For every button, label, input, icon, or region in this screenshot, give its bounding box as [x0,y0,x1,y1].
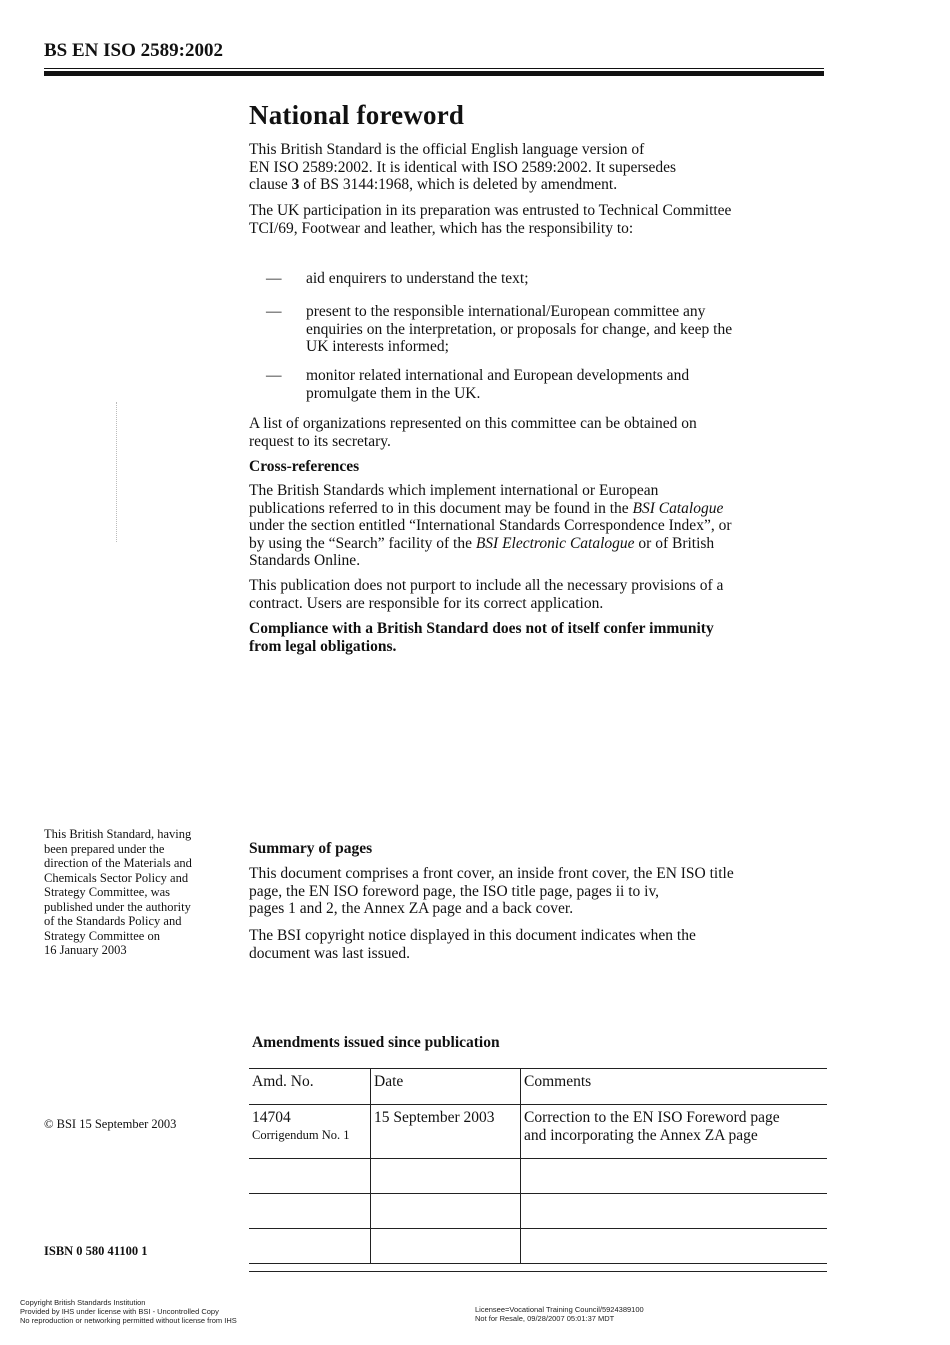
participation-paragraph: The UK participation in its preparation was entrusted to Technical Committee TCI/69, Footwear and leather, which has the responsibility to: [249,202,732,237]
copyright-date: © BSI 15 September 2003 [44,1117,177,1131]
cross-references-heading: Cross-references [249,458,360,475]
column-header: Comments [521,1069,828,1105]
list-item: — present to the responsible international/European committee any enquiries on the interpretation, or proposals for change, and keep the UK interests informed; [266,303,733,355]
summary-paragraph: This document comprises a front cover, an inside front cover, the EN ISO title page, the EN ISO foreword page, the ISO title page, pages ii to iv, pages 1 and 2, the Annex ZA page and a back cover. [249,865,734,917]
table-header-row [249,1069,827,1105]
footer-license-left: Copyright British Standards Institution Provided by IHS under license with BSI - Uncontrolled Copy No reproduction or networking permitted without license from IHS [20,1298,237,1325]
isbn: ISBN 0 580 41100 1 [44,1244,148,1258]
table-row [249,1194,827,1229]
dash-bullet: — [266,303,282,320]
bottom-rule [249,1271,827,1272]
amendments-table [249,1068,827,1264]
dash-bullet: — [266,367,282,384]
compliance-statement: Compliance with a British Standard does not of itself confer immunity from legal obligations. [249,620,714,655]
amd-no-cell: 14704 Corrigendum No. 1 [249,1105,371,1159]
provisions-paragraph: This publication does not purport to include all the necessary provisions of a contract. Users are responsible for its correct application. [249,577,724,612]
document-id: BS EN ISO 2589:2002 [44,40,223,61]
summary-heading: Summary of pages [249,840,373,857]
cross-references-paragraph: The British Standards which implement international or European publications referred to in this document may be found in the BSI Catalogue under the section entitled “International Standards Correspondence Index”, or by using the “Search” facility of the BSI Electronic Catalogue or of British Standards Online. [249,482,732,569]
comments-cell: Correction to the EN ISO Foreword page and incorporating the Annex ZA page [521,1105,828,1159]
table-row [249,1105,827,1159]
list-item: — aid enquirers to understand the text; [266,270,529,287]
dash-bullet: — [266,270,282,287]
column-header: Amd. No. [249,1069,371,1105]
header-rule-thick [44,71,824,76]
publication-note: This British Standard, having been prepared under the direction of the Materials and Chemicals Sector Policy and Strategy Committee, was published under the authority of the Standards Policy and Strategy Committee on 16 January 2003 [44,827,192,957]
intro-paragraph: This British Standard is the official English language version of EN ISO 2589:2002. It is identical with ISO 2589:2002. It supersedes clause 3 of BS 3144:1968, which is deleted by amendment. [249,141,677,193]
table-row [249,1159,827,1194]
page-title: National foreword [249,100,465,130]
margin-dotted-line [116,402,118,542]
copyright-notice-paragraph: The BSI copyright notice displayed in this document indicates when the document was last issued. [249,927,696,962]
committee-paragraph: A list of organizations represented on this committee can be obtained on request to its secretary. [249,415,697,450]
amendments-title: Amendments issued since publication [252,1034,500,1051]
column-header: Date [371,1069,521,1105]
list-item: — monitor related international and European developments and promulgate them in the UK. [266,367,690,402]
header-rule-thin [44,68,824,69]
footer-license-right: Licensee=Vocational Training Council/5924389100 Not for Resale, 09/28/2007 05:01:37 MDT [475,1305,644,1323]
table-row [249,1229,827,1264]
date-cell: 15 September 2003 [371,1105,521,1159]
